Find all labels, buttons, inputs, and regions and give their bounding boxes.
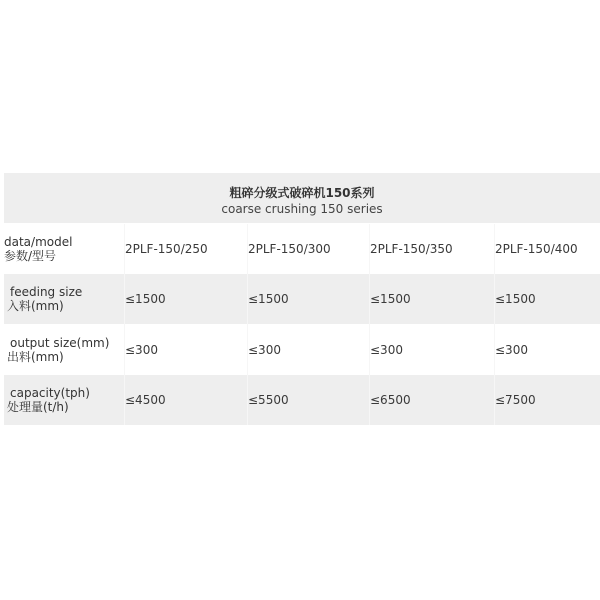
model-cell: 2PLF-150/250 [124,224,247,274]
value-cell: ≤1500 [369,274,494,324]
value-cell: ≤4500 [124,375,247,425]
row-label-output-size [4,324,124,375]
table-row-output-size [4,324,600,375]
spec-table [4,173,600,425]
value-cell: ≤6500 [369,375,494,425]
value-cell: ≤300 [369,324,494,375]
table-row-model [4,224,600,274]
value-cell: ≤300 [247,324,369,375]
label-en: feeding size [10,285,83,299]
table-title-en: coarse crushing 150 series [221,202,383,216]
label-en: output size(mm) [10,335,110,350]
label-cn: 处理量(t/h) [7,400,69,414]
row-label-capacity [4,375,124,425]
label-en: capacity(tph) [10,386,90,400]
table-title-cell [4,173,600,224]
row-label-model [4,224,124,274]
table-row-capacity [4,375,600,425]
model-cell: 2PLF-150/400 [494,224,600,274]
value-cell: ≤5500 [247,375,369,425]
table-title-cn: 粗碎分级式破碎机150系列 [229,186,375,200]
label-cn: 出料(mm) [7,349,64,364]
table-row-feeding-size [4,274,600,324]
value-cell: ≤7500 [494,375,600,425]
label-cn: 参数/型号 [4,249,57,263]
model-cell: 2PLF-150/300 [247,224,369,274]
model-cell: 2PLF-150/350 [369,224,494,274]
row-label-feeding-size [4,274,124,324]
value-cell: ≤1500 [247,274,369,324]
label-cn: 入料(mm) [7,299,64,313]
value-cell: ≤300 [124,324,247,375]
table-title-row [4,173,600,224]
label-en: data/model [4,235,73,249]
value-cell: ≤1500 [124,274,247,324]
value-cell: ≤1500 [494,274,600,324]
value-cell: ≤300 [494,324,600,375]
